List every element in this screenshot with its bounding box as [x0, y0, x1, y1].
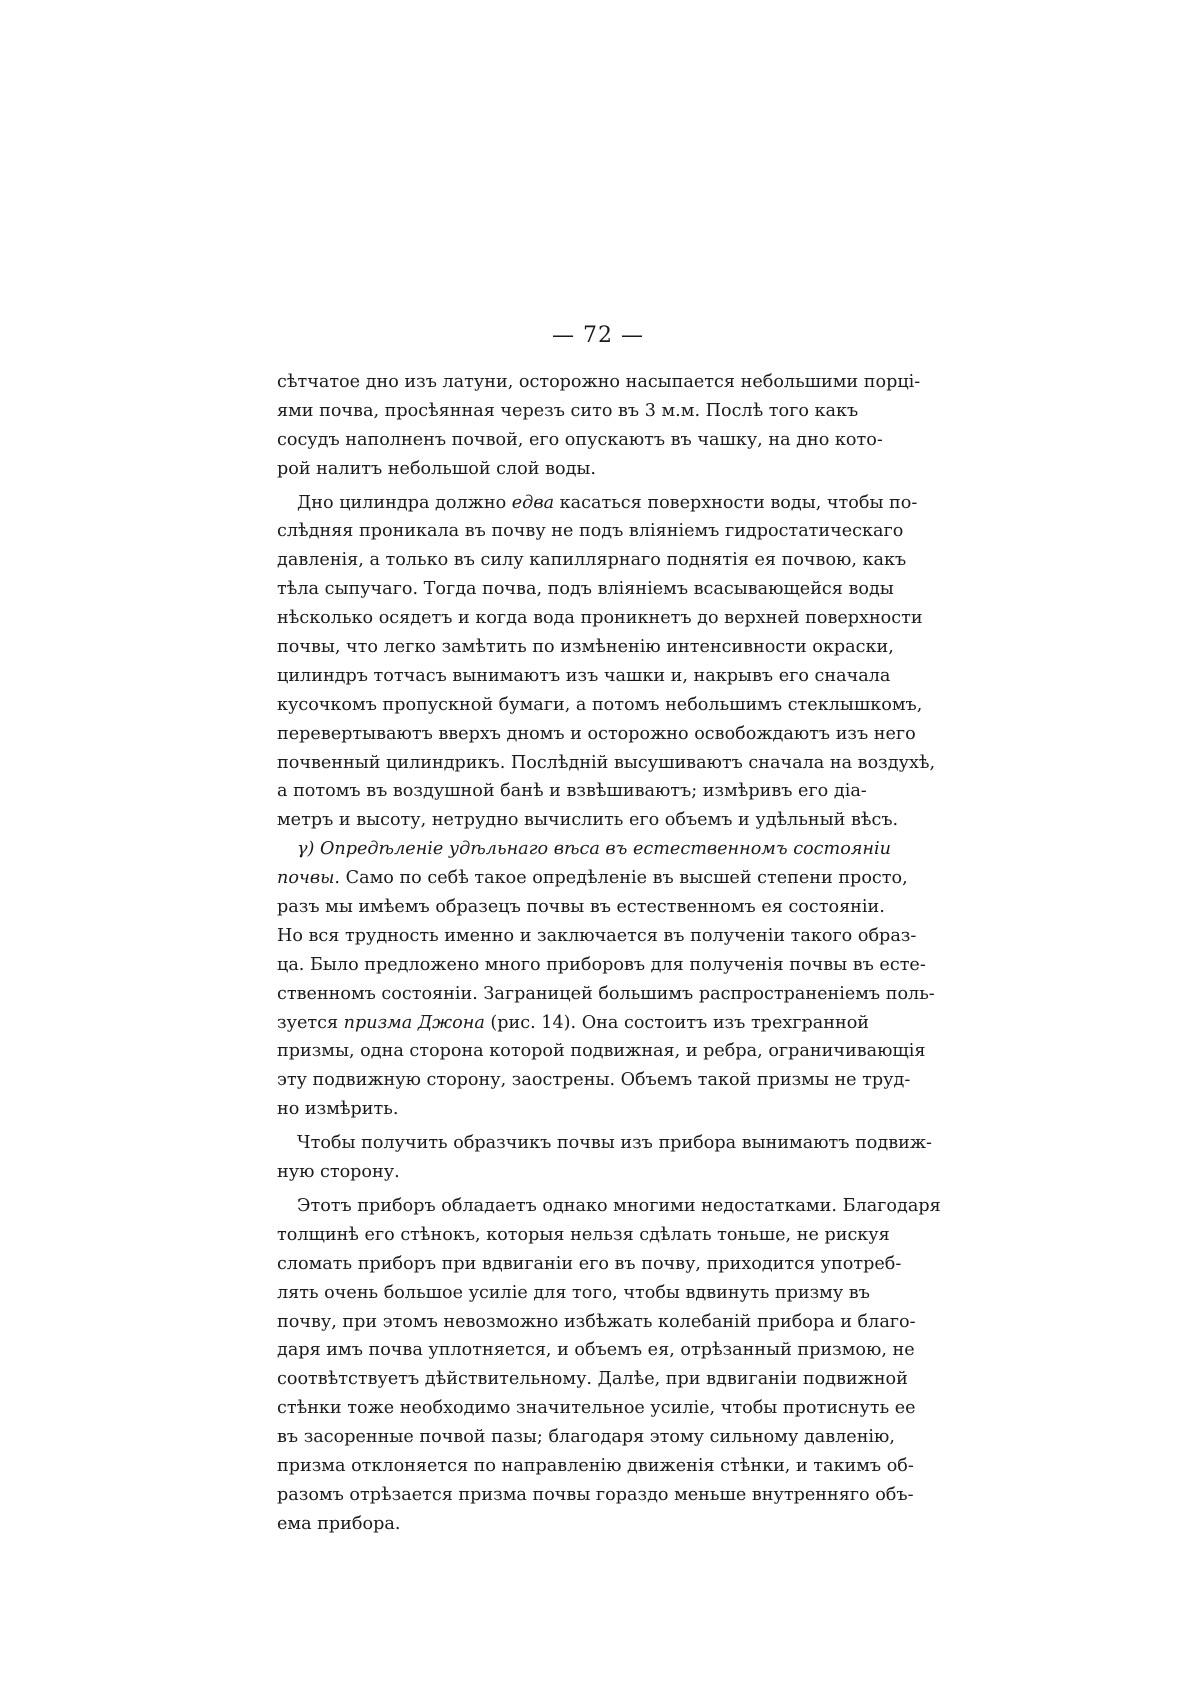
paragraph-2 — [277, 489, 936, 836]
italic-term: призма Джона — [343, 1012, 485, 1033]
text-line: разомъ отрѣзается призма почвы гораздо меньше внутренняго объ- — [277, 1484, 914, 1505]
text-line: лять очень большое усиліе для того, чтобы вдвинуть призму въ — [277, 1282, 870, 1303]
text-line: сломать приборъ при вдвиганіи его въ почву, приходится употреб- — [277, 1253, 902, 1274]
text-line: соотвѣтствуетъ дѣйствительному. Далѣе, при вдвиганіи подвижной — [277, 1369, 908, 1390]
text-line: ца. Было предложено много приборовъ для полученія почвы въ есте- — [277, 954, 926, 975]
text-line: тѣла сыпучаго. Тогда почва, подъ вліяніемъ всасывающейся воды — [277, 579, 894, 600]
text-line: въ засоренные почвой пазы; благодаря этому сильному давленію, — [277, 1427, 895, 1448]
text-line: нѣсколько осядетъ и когда вода проникнетъ до верхней поверхности — [277, 608, 923, 629]
text-line: Чтобы получить образчикъ почвы изъ прибора вынимаютъ подвиж- — [297, 1133, 932, 1154]
italic-term: почвы. — [277, 868, 341, 889]
text-line: зуется призма Джона (рис. 14). Она состоитъ изъ трехгранной — [277, 1009, 863, 1038]
text-line: ема прибора. — [277, 1513, 401, 1534]
text-line: Этотъ приборъ обладаетъ однако многими недостатками. Благодаря — [297, 1195, 941, 1216]
page-number: — 72 — — [552, 323, 644, 348]
text-line: давленія, а только въ силу капиллярнаго поднятія ея почвою, какъ — [277, 550, 907, 571]
paragraph-4 — [277, 1129, 932, 1187]
body-text — [277, 368, 941, 1539]
text-line: но измѣрить. — [277, 1099, 399, 1120]
text-line: почвы, что легко замѣтить по измѣненію интенсивности окраски, — [277, 637, 894, 658]
text-line: почвы. Само по себѣ такое опредѣленіе въ высшей степени просто, — [277, 864, 863, 893]
text-line: почву, при этомъ невозможно избѣжать колебаній прибора и благо- — [277, 1311, 916, 1332]
text-line: цилиндръ тотчасъ вынимаютъ изъ чашки и, накрывъ его сначала — [277, 665, 891, 686]
text-line — [277, 835, 891, 864]
text-line: эту подвижную сторону, заострены. Объемъ такой призмы не труд- — [277, 1070, 911, 1091]
text-line: Дно цилиндра должно едва касаться поверхности воды, чтобы по- — [277, 489, 863, 518]
text-line: почвенный цилиндрикъ. Послѣдній высушиваютъ сначала на воздухѣ, — [277, 752, 936, 773]
text-line: сѣтчатое дно изъ латуни, осторожно насыпается небольшими порці- — [277, 372, 921, 392]
text-line: а потомъ въ воздушной банѣ и взвѣшиваютъ; измѣривъ его діа- — [277, 781, 867, 802]
text-line: метръ и высоту, нетрудно вычислить его объемъ и удѣльный вѣсъ. — [277, 810, 899, 831]
text-line: ную сторону. — [277, 1162, 400, 1183]
text-line: перевертываютъ вверхъ дномъ и осторожно освобождаютъ изъ него — [277, 723, 916, 744]
paragraph-3 — [277, 835, 935, 1124]
text-line: сосудъ наполненъ почвой, его опускаютъ въ чашку, на дно кото- — [277, 429, 883, 450]
text-line: призмы, одна сторона которой подвижная, и ребра, ограничивающія — [277, 1041, 926, 1062]
text-line: стѣнки тоже необходимо значительное усиліе, чтобы протиснуть ее — [277, 1398, 916, 1419]
text-line: Но вся трудность именно и заключается въ полученіи такого образ- — [277, 925, 917, 946]
text-line: рой налитъ небольшой слой воды. — [277, 458, 597, 479]
text-line: ственномъ состояніи. Заграницей большимъ распространеніемъ поль- — [277, 983, 935, 1004]
italic-term: едва — [511, 492, 555, 513]
text-line: толщинѣ его стѣнокъ, которыя нельзя сдѣлать тоньше, не рискуя — [277, 1224, 890, 1245]
text-line: разъ мы имѣемъ образецъ почвы въ естественномъ ея состояніи. — [277, 897, 885, 918]
text-line: кусочкомъ пропускной бумаги, а потомъ небольшимъ стеклышкомъ, — [277, 694, 923, 715]
text-line: даря имъ почва уплотняется, и объемъ ея, отрѣзанный призмою, не — [277, 1340, 915, 1361]
paragraph-1 — [277, 368, 921, 484]
paragraph-5 — [277, 1192, 941, 1539]
section-heading: γ) Опредѣленіе удѣльнаго вѣса въ естественномъ состояніи — [297, 839, 891, 860]
text-line: ями почва, просѣянная черезъ сито въ 3 м.м. Послѣ того какъ — [277, 400, 859, 421]
text-line: призма отклоняется по направленію движенія стѣнки, и такимъ об- — [277, 1455, 914, 1476]
text-line: слѣдняя проникала въ почву не подъ вліяніемъ гидростатическаго — [277, 521, 904, 542]
